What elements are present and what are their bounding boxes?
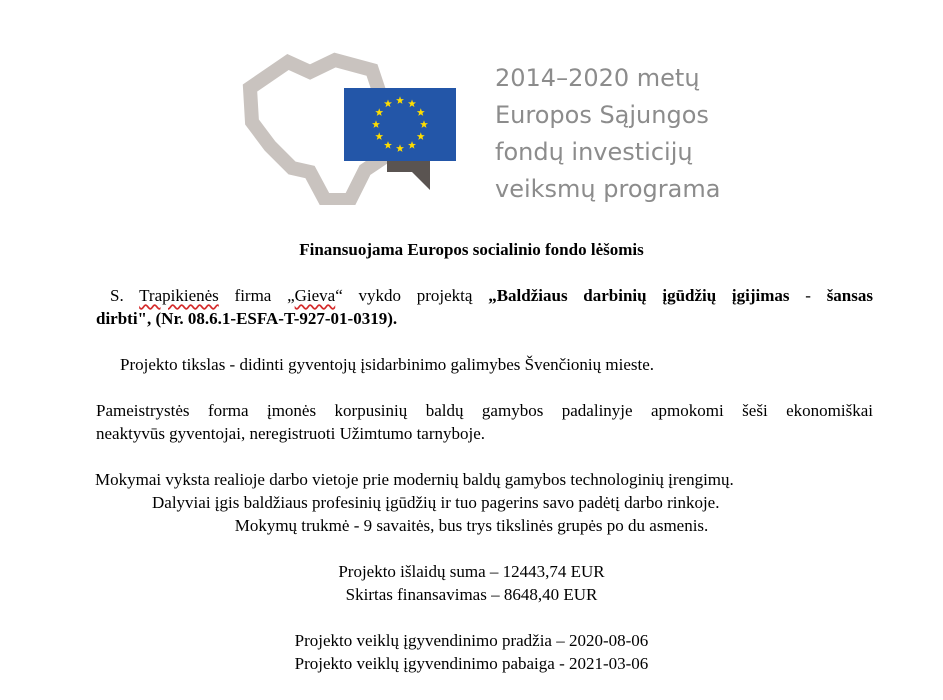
training-line-1: Mokymai vyksta realioje darbo vietoje prie modernių baldų gamybos technologinių įrengimų. (95, 470, 734, 489)
logo-line: Europos Sąjungos (495, 101, 709, 129)
training-line-3: Mokymų trukmė - 9 savaitės, bus trys tikslinės grupės po du asmenis. (234, 516, 709, 535)
training-line-2: Dalyviai įgis baldžiaus profesinių įgūdžių ir tuo pagerins savo padėtį darbo rinkoje. (152, 493, 720, 512)
project-title: „Baldžiaus darbinių įgūdžių įgijimas (488, 286, 790, 305)
flag-shadow (387, 158, 430, 190)
intro-text: firma „ (218, 286, 295, 305)
apprentice-text: Pameistrystės forma įmonės korpusinių baldų gamybos padalinyje apmokomi šeši ekonomiškai (96, 401, 873, 420)
logo-caption (495, 60, 720, 208)
owner-name: Trapikienės (139, 286, 219, 305)
logo-line: 2014–2020 metų (495, 64, 700, 92)
page-heading: Finansuojama Europos socialinio fondo lėšomis (299, 240, 644, 259)
intro-text: “ vykdo projektą (335, 286, 489, 305)
firm-name: Gieva (294, 286, 336, 305)
budget-total: Projekto išlaidų suma – 12443,74 EUR (338, 562, 605, 581)
apprentice-line-2: neaktyvūs gyventojai, neregistruoti Užimtumo tarnyboje. (96, 424, 486, 443)
intro-line-2: dirbti", (Nr. 08.6.1-ESFA-T-927-01-0319). (96, 309, 398, 328)
logo-line: veiksmų programa (495, 175, 721, 203)
apprentice-line-1 (96, 399, 873, 422)
logo-line: fondų investicijų (495, 138, 693, 166)
intro-line-1 (96, 284, 873, 307)
project-title-end: šansas (826, 286, 873, 305)
date-start: Projekto veiklų įgyvendinimo pradžia – 2020-08-06 (294, 631, 649, 650)
intro-text: - (789, 286, 827, 305)
project-goal: Projekto tikslas - didinti gyventojų įsidarbinimo galimybes Švenčionių mieste. (120, 355, 655, 374)
intro-text: S. (110, 286, 140, 305)
date-end: Projekto veiklų įgyvendinimo pabaiga - 2021-03-06 (294, 654, 649, 673)
budget-funding: Skirtas finansavimas – 8648,40 EUR (345, 585, 598, 604)
